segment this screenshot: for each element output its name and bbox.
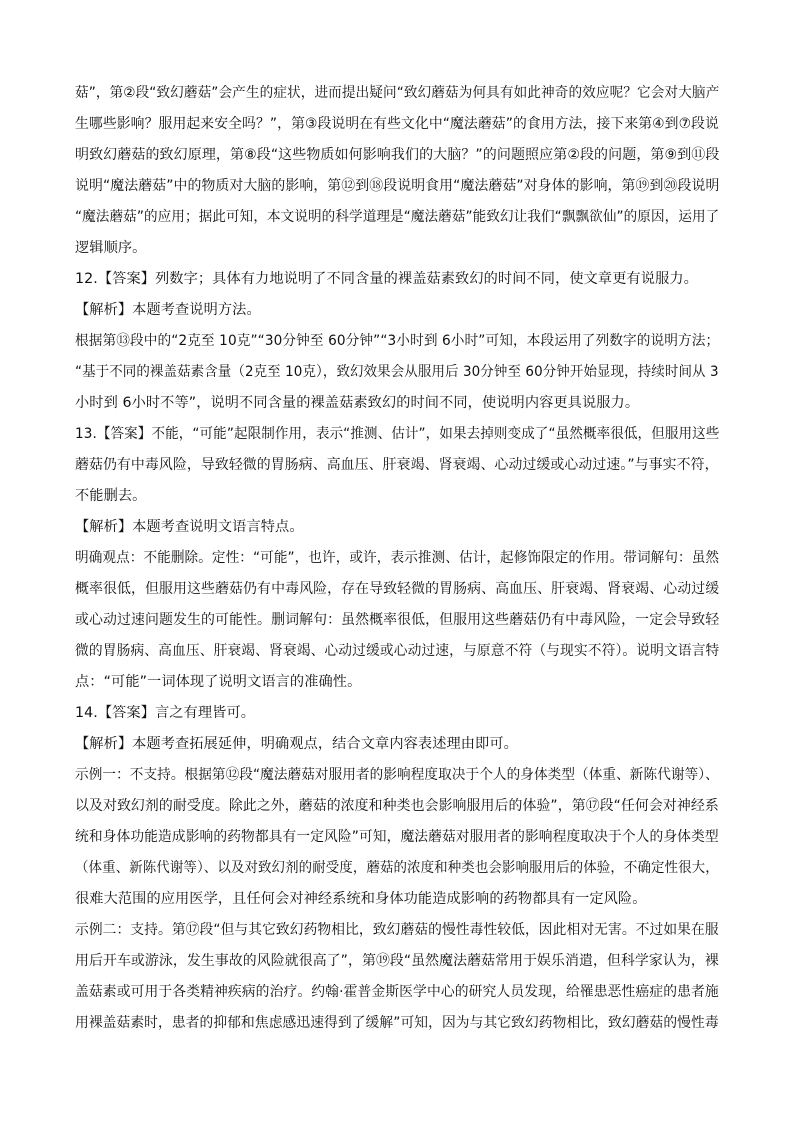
text-line: 或心动过速问题发生的可能性。删词解句：虽然概率很低，但服用这些蘑菇仍有中毒风险，一定会导致轻 <box>75 612 720 628</box>
text-line: “基于不同的裸盖菇素含量（2克至 10克），致幻效果会从服用后 30分钟至 60分钟开始显现，持续时间从 3 <box>75 364 719 380</box>
text-line: 微的胃肠病、高血压、肝衰竭、肾衰竭、心动过缓或心动过速，与原意不符（与现实不符）。说明文语言特 <box>75 643 720 659</box>
text-line: 用裸盖菇素时，患者的抑郁和焦虑感迅速得到了缓解”可知，因为与其它致幻药物相比，致幻蘑菇的慢性毒 <box>75 1015 719 1031</box>
text-line: 概率很低，但服用这些蘑菇仍有中毒风险，存在导致轻微的胃肠病、高血压、肝衰竭、肾衰竭、心动过缓 <box>75 581 720 597</box>
answer-13: 13.【答案】不能，“可能”起限制作用，表示“推测、估计”，如果去掉则变成了“虽然概率很低，但服用这些 <box>75 426 720 442</box>
text-line: 明确观点：不能删除。定性：“可能”，也许，或许，表示推测、估计，起修饰限定的作用。带词解句：虽然 <box>75 550 720 566</box>
text-line: 生哪些影响？服用起来安全吗？”，第③段说明在有些文化中“魔法蘑菇”的食用方法，接下来第④到⑦段说 <box>75 116 719 132</box>
text-line: 以及对致幻剂的耐受度。除此之外，蘑菇的浓度和种类也会影响服用后的体验”，第⑰段“任何会对神经系 <box>75 798 719 814</box>
analysis-13: 【解析】本题考查说明文语言特点。 <box>75 519 304 535</box>
text-line: 小时到 6小时不等”，说明不同含量的裸盖菇素致幻的时间不同，使说明内容更具说服力。 <box>75 395 640 411</box>
answer-12: 12.【答案】列数字；具体有力地说明了不同含量的裸盖菇素致幻的时间不同，使文章更有说服力。 <box>75 271 698 287</box>
text-line: 根据第⑬段中的“2克至 10克”“30分钟至 60分钟”“3小时到 6小时”可知，本段运用了列数字的说明方法； <box>75 333 720 349</box>
text-line: 不能删去。 <box>75 488 147 504</box>
example-two: 示例二：支持。第⑰段“但与其它致幻药物相比，致幻蘑菇的慢性毒性较低，因此相对无害。不过如果在服 <box>75 922 719 938</box>
text-line: 逻辑顺序。 <box>75 240 147 256</box>
example-one: 示例一：不支持。根据第⑫段“魔法蘑菇对服用者的影响程度取决于个人的身体类型（体重、新陈代谢等）、 <box>75 767 719 783</box>
text-line: “魔法蘑菇”的应用；据此可知，本文说明的科学道理是“魔法蘑菇”能致幻让我们“飘飘欲仙”的原因，运用了 <box>75 209 720 225</box>
text-line: （体重、新陈代谢等）、以及对致幻剂的耐受度，蘑菇的浓度和种类也会影响服用后的体验，不确定性很大， <box>75 860 719 876</box>
text-line: 统和身体功能造成影响的药物都具有一定风险”可知，魔法蘑菇对服用者的影响程度取决于个人的身体类型 <box>75 829 719 845</box>
analysis-14: 【解析】本题考查拓展延伸，明确观点，结合文章内容表述理由即可。 <box>75 736 518 752</box>
analysis-12: 【解析】本题考查说明方法。 <box>75 302 261 318</box>
text-line: 很难大范围的应用医学，且任何会对神经系统和身体功能造成影响的药物都具有一定风险。 <box>75 891 647 907</box>
text-line: 说明“魔法蘑菇”中的物质对大脑的影响，第⑫到⑱段说明食用“魔法蘑菇”对身体的影响，第⑲到⑳段说明 <box>75 178 720 194</box>
text-line: 蘑菇仍有中毒风险，导致轻微的胃肠病、高血压、肝衰竭、肾衰竭、心动过缓或心动过速。”与事实不符， <box>75 457 719 473</box>
text-line: 用后开车或游泳，发生事故的风险就很高了”，第⑲段“虽然魔法蘑菇常用于娱乐消遣，但科学家认为，裸 <box>75 953 719 969</box>
text-line: 明致幻蘑菇的致幻原理，第⑧段“这些物质如何影响我们的大脑？”的问题照应第②段的问题，第⑨到⑪段 <box>75 147 720 163</box>
text-line: 盖菇素或可用于各类精神疾病的治疗。约翰·霍普金斯医学中心的研究人员发现，给罹患恶性癌症的患者施 <box>75 984 719 1000</box>
answer-14: 14.【答案】言之有理皆可。 <box>75 705 256 721</box>
text-line: 点：“可能”一词体现了说明文语言的准确性。 <box>75 674 362 690</box>
text-line: 菇”，第②段“致幻蘑菇”会产生的症状，进而提出疑问“致幻蘑菇为何具有如此神奇的效应呢？它会对大脑产 <box>75 85 720 101</box>
